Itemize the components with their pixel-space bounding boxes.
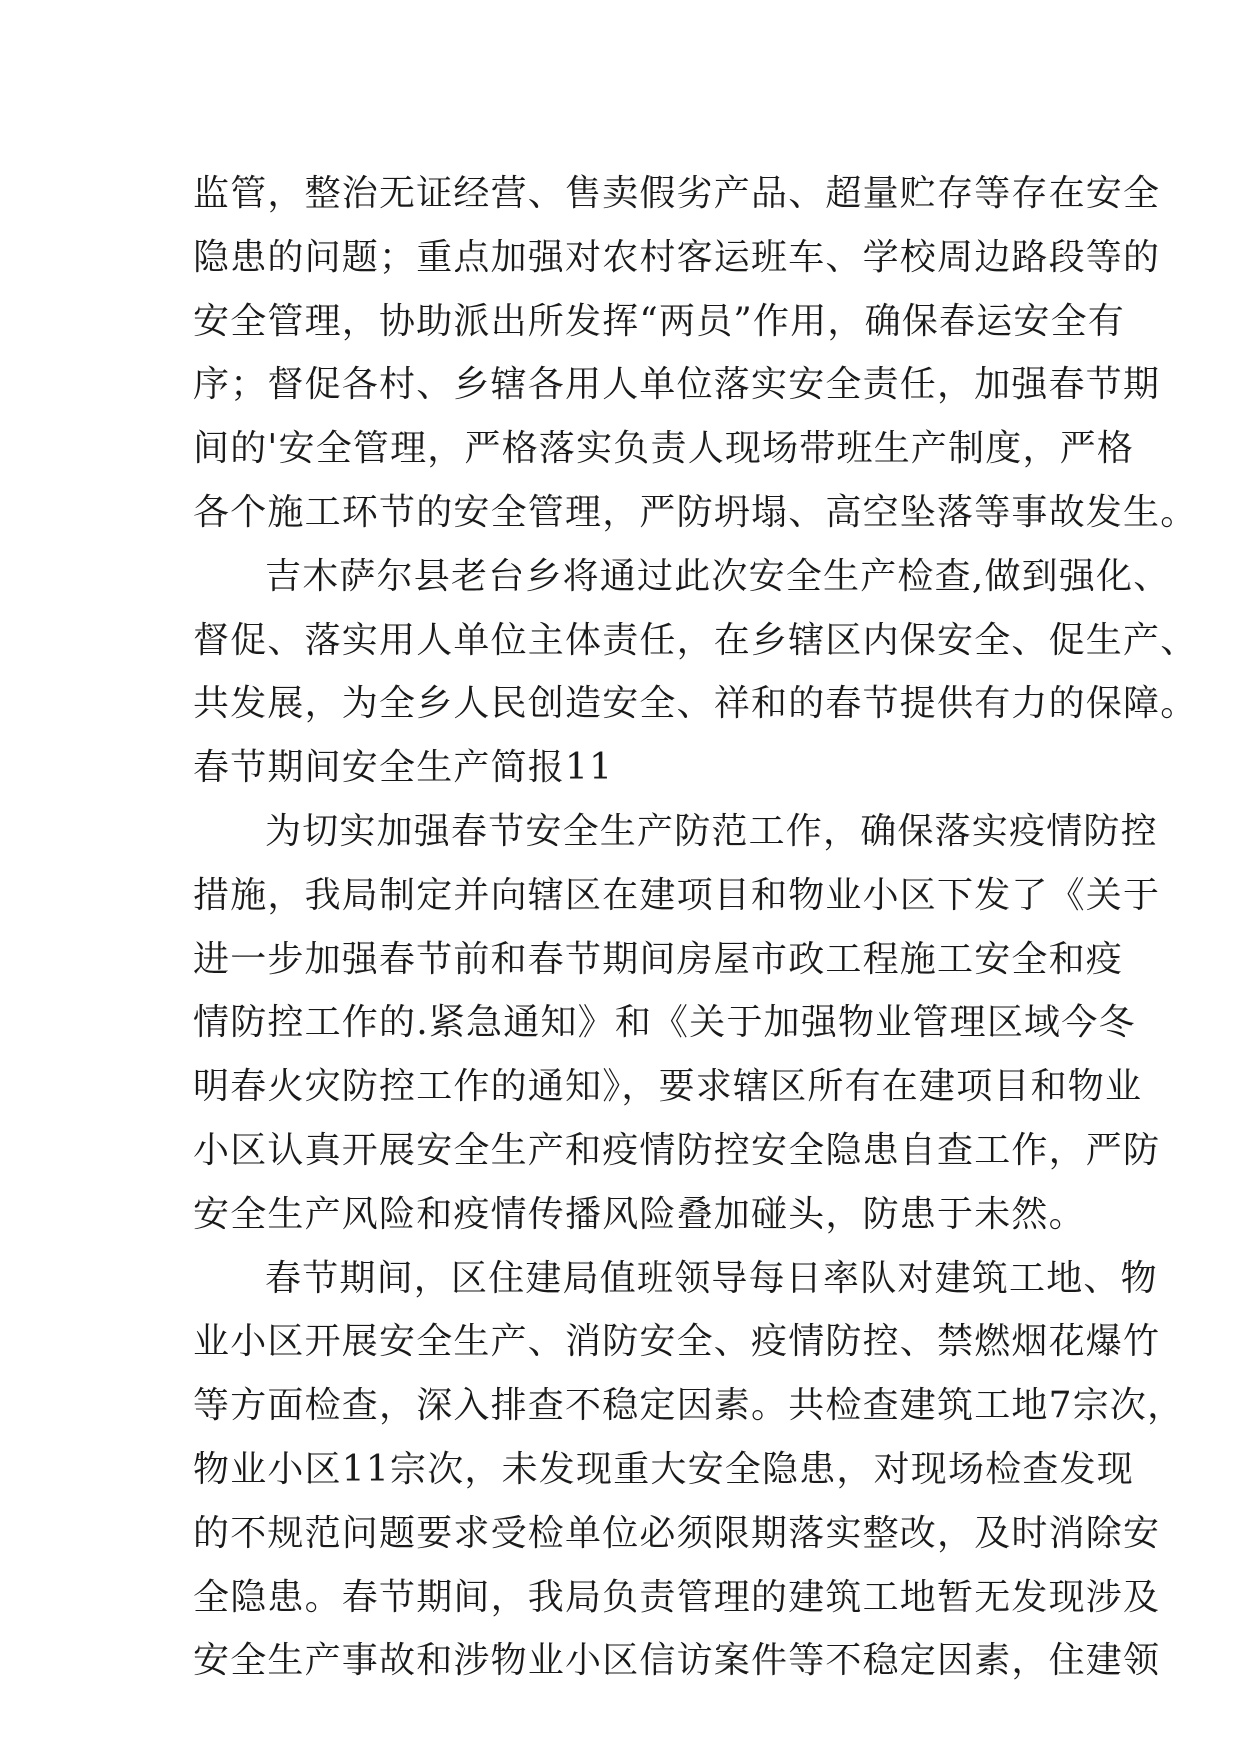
paragraph-1 (193, 162, 1198, 545)
paragraph-line: 隐患的问题；重点加强对农村客运班车、学校周边路段等的 (193, 236, 1161, 278)
paragraph-line: 春节期间，区住建局值班领导每日率队对建筑工地、物 (265, 1257, 1158, 1299)
paragraph-line: 明春火灾防控工作的通知》，要求辖区所有在建项目和物业 (193, 1066, 1143, 1108)
paragraph-line: 业小区开展安全生产、消防安全、疫情防控、禁燃烟花爆竹 (193, 1321, 1161, 1363)
section-heading: 春节期间安全生产简报11 (193, 747, 614, 789)
paragraph-line: 监管，整治无证经营、售卖假劣产品、超量贮存等存在安全 (193, 173, 1161, 214)
paragraph-2 (193, 545, 1198, 736)
paragraph-line: 安全生产风险和疫情传播风险叠加碰头，防患于未然。 (193, 1193, 1086, 1235)
paragraph-line: 为切实加强春节安全生产防范工作，确保落实疫情防控 (265, 810, 1158, 852)
paragraph-line: 安全生产事故和涉物业小区信访案件等不稳定因素，住建领 (193, 1640, 1161, 1682)
paragraph-line: 进一步加强春节前和春节期间房屋市政工程施工安全和疫 (193, 938, 1124, 980)
paragraph-line: 全隐患。春节期间，我局负责管理的建筑工地暂无发现涉及 (193, 1576, 1161, 1618)
paragraph-line: 情防控工作的.紧急通知》和《关于加强物业管理区域今冬 (193, 1002, 1136, 1044)
paragraph-3 (193, 800, 1161, 1247)
paragraph-line: 吉木萨尔县老台乡将通过此次安全生产检查,做到强化、 (265, 555, 1171, 597)
paragraph-line: 的不规范问题要求受检单位必须限期落实整改，及时消除安 (193, 1512, 1161, 1554)
paragraph-line: 各个施工环节的安全管理，严防坍塌、高空坠落等事故发生。 (193, 491, 1198, 533)
paragraph-line: 物业小区11宗次，未发现重大安全隐患，对现场检查发现 (193, 1448, 1135, 1490)
paragraph-line: 督促、落实用人单位主体责任，在乡辖区内保安全、促生产、 (193, 619, 1198, 661)
paragraph-line: 安全管理，协助派出所发挥“两员”作用，确保春运安全有 (193, 300, 1126, 342)
paragraph-line: 小区认真开展安全生产和疫情防控安全隐患自查工作，严防 (193, 1129, 1161, 1171)
paragraph-4 (193, 1247, 1185, 1694)
paragraph-line: 措施，我局制定并向辖区在建项目和物业小区下发了《关于 (193, 874, 1161, 916)
paragraph-line: 序；督促各村、乡辖各用人单位落实安全责任，加强春节期 (193, 364, 1161, 406)
paragraph-line: 等方面检查，深入排查不稳定因素。共检查建筑工地7宗次， (193, 1385, 1185, 1427)
paragraph-line: 间的'安全管理，严格落实负责人现场带班生产制度，严格 (193, 428, 1135, 470)
document-body (193, 162, 1198, 1693)
paragraph-line: 共发展，为全乡人民创造安全、祥和的春节提供有力的保障。 (193, 683, 1198, 725)
